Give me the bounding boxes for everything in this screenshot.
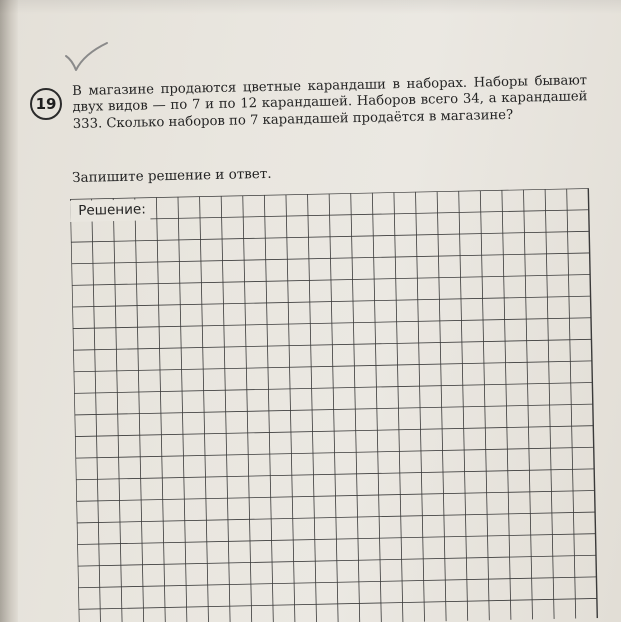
grid-vline <box>178 197 187 622</box>
grid-vline <box>243 195 252 622</box>
solution-label: Решение: <box>70 199 150 222</box>
grid-lines <box>70 188 619 622</box>
grid-vline <box>70 199 79 622</box>
grid-vline <box>286 194 295 622</box>
grid-vline <box>92 199 101 622</box>
grid-vline <box>308 194 317 622</box>
instruction-text: Запишите решение и ответ. <box>72 165 272 186</box>
book-gutter <box>0 0 18 622</box>
grid-vline <box>113 198 122 622</box>
pencil-checkmark-icon <box>62 40 110 74</box>
grid-vline <box>264 195 273 622</box>
grid-vline <box>156 197 165 622</box>
task-number-badge: 19 <box>30 88 62 120</box>
grid-vline <box>221 196 230 622</box>
grid-vline <box>135 198 144 622</box>
task-text: В магазине продаются цветные карандаши в наборах. Наборы бывают двух видов — по 7 и по 12 карандашей. Наборов всего 34, а карандашей 333. Сколько наборов по 7 карандашей продаётся в магазине? <box>72 73 588 132</box>
solution-grid[interactable] <box>70 188 619 622</box>
grid-vline <box>200 196 209 622</box>
page-shadow <box>0 0 621 14</box>
